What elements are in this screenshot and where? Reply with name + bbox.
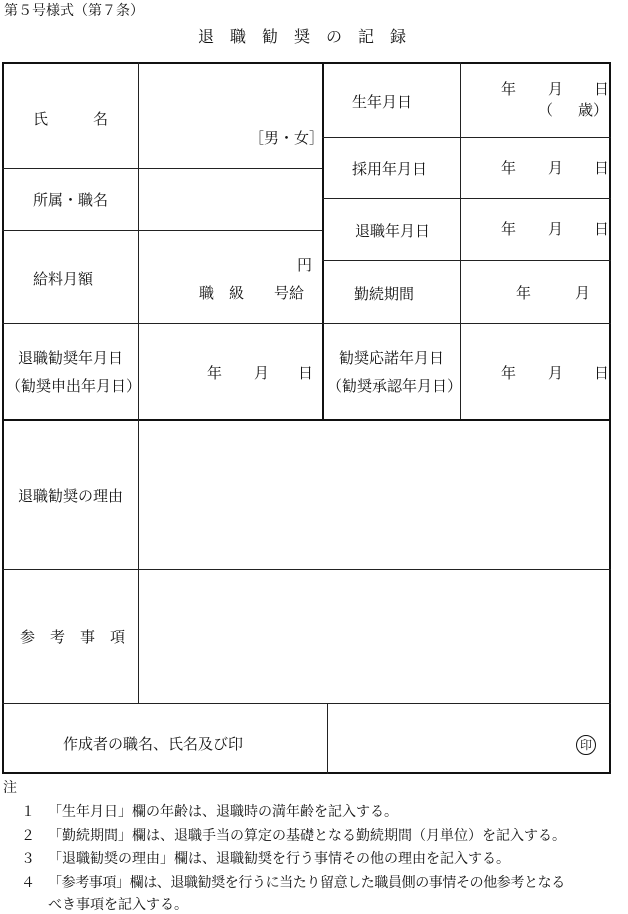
- age-open: （: [538, 101, 554, 119]
- month-unit: 月: [548, 159, 564, 177]
- year-unit: 年: [501, 159, 517, 177]
- divider: [2, 703, 611, 704]
- divider: [2, 323, 322, 324]
- note-number: １: [21, 804, 35, 820]
- affiliation-label: 所属・職名: [33, 191, 109, 209]
- divider: [322, 260, 611, 261]
- note-number: ４: [21, 875, 35, 891]
- year-unit: 年: [501, 220, 517, 238]
- month-unit: 月: [575, 284, 591, 302]
- accept-date-label: 勧奨応諾年月日: [339, 349, 445, 367]
- notes-header: 注: [3, 780, 17, 796]
- divider: [2, 168, 322, 169]
- creator-label: 作成者の職名、氏名及び印: [63, 735, 244, 753]
- divider: [2, 569, 611, 570]
- year-unit: 年: [516, 284, 532, 302]
- recommend-date-sublabel: （勧奨申出年月日）: [6, 377, 142, 395]
- service-period-label: 勤続期間: [354, 285, 415, 303]
- note-number: ３: [21, 851, 35, 867]
- day-unit: 日: [594, 159, 610, 177]
- year-unit: 年: [207, 364, 223, 382]
- age-unit: 歳）: [578, 101, 609, 119]
- day-unit: 日: [594, 220, 610, 238]
- birth-date-label: 生年月日: [352, 93, 413, 111]
- note-text: 「参考事項」欄は、退職勧奨を行うに当たり留意した職員側の事情その他参考となる: [48, 875, 565, 891]
- note-number: ２: [21, 828, 35, 844]
- remarks-label: 参 考 事 項: [20, 628, 126, 646]
- month-unit: 月: [254, 364, 270, 382]
- salary-label: 給料月額: [33, 270, 94, 288]
- month-unit: 月: [548, 80, 564, 98]
- divider: [327, 703, 328, 774]
- note-text-continued: べき事項を記入する。: [48, 897, 188, 913]
- grade-field: 職 級 号給: [199, 284, 305, 302]
- divider: [2, 419, 611, 421]
- form-number: 第５号様式（第７条）: [4, 3, 144, 19]
- note-text: 「生年月日」欄の年齢は、退職時の満年齢を記入する。: [48, 804, 398, 820]
- divider: [322, 198, 611, 199]
- accept-date-sublabel: （勧奨承認年月日）: [327, 377, 463, 395]
- year-unit: 年: [501, 364, 517, 382]
- note-text: 「退職勧奨の理由」欄は、退職勧奨を行う事情その他の理由を記入する。: [48, 851, 510, 867]
- gender-field: ［男・女］: [249, 129, 325, 147]
- year-unit: 年: [501, 80, 517, 98]
- page-title: 退 職 勧 奨 の 記 録: [198, 27, 407, 46]
- day-unit: 日: [594, 80, 610, 98]
- name-label: 氏 名: [33, 110, 109, 128]
- divider: [138, 419, 139, 703]
- reason-label: 退職勧奨の理由: [18, 487, 124, 505]
- day-unit: 日: [298, 364, 314, 382]
- month-unit: 月: [548, 364, 564, 382]
- hire-date-label: 採用年月日: [352, 160, 428, 178]
- seal-mark: 印: [576, 735, 596, 755]
- day-unit: 日: [594, 364, 610, 382]
- recommend-date-label: 退職勧奨年月日: [18, 349, 124, 367]
- note-text: 「勤続期間」欄は、退職手当の算定の基礎となる勤続期間（月単位）を記入する。: [48, 828, 566, 844]
- divider: [322, 137, 611, 138]
- yen-unit: 円: [297, 256, 313, 274]
- divider: [322, 62, 324, 420]
- divider: [322, 323, 611, 324]
- divider: [2, 230, 322, 231]
- divider: [460, 62, 461, 420]
- divider: [138, 62, 139, 420]
- retire-date-label: 退職年月日: [355, 222, 431, 240]
- month-unit: 月: [548, 220, 564, 238]
